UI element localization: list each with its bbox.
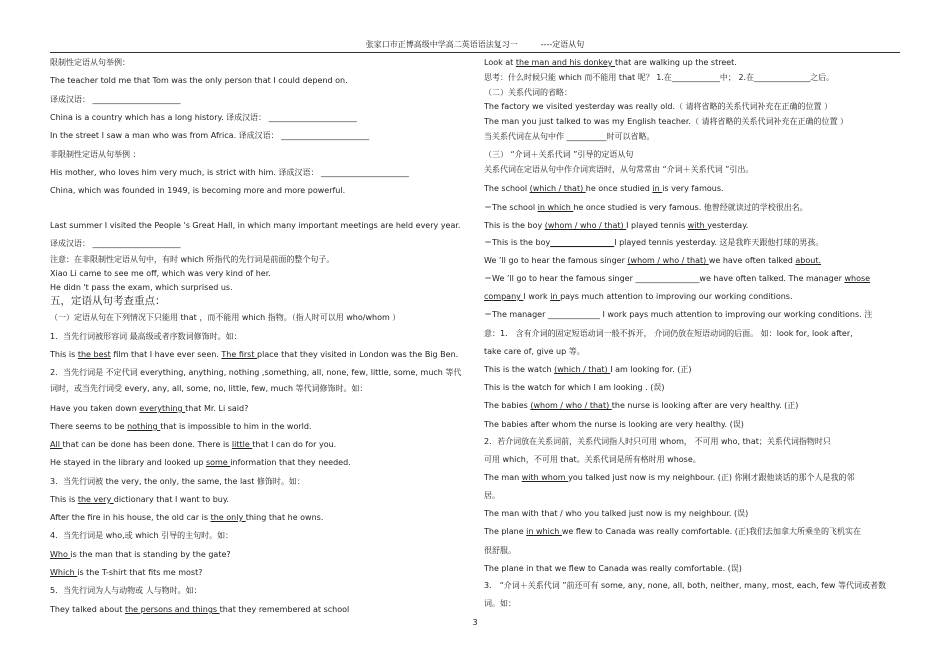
text-segment: I played tennis xyxy=(626,221,688,230)
underlined-text: (whom / who / that) xyxy=(530,401,612,410)
text-segment: The babies after whom the nurse is looking are very healthy. (误) xyxy=(484,420,744,429)
right-line xyxy=(484,131,914,142)
header-rule xyxy=(50,52,900,53)
text-segment: The man xyxy=(484,473,522,482)
page-number: 3 xyxy=(472,618,478,627)
text-segment: The plane in that we flew to Canada was really comfortable. (误) xyxy=(484,564,742,573)
underlined-text: (which / that) xyxy=(529,184,586,193)
left-line xyxy=(50,112,480,123)
underlined-text: the persons and things xyxy=(124,605,220,614)
right-line xyxy=(484,183,914,194)
right-line xyxy=(484,328,914,339)
left-line xyxy=(50,220,480,231)
text-segment: Have you taken down xyxy=(50,404,140,413)
text-segment: is the man that is standing by the gate? xyxy=(70,550,231,559)
right-line xyxy=(484,72,914,83)
text-segment: （一）定语从句在下列情况下只能用 that ，而不能用 which 指物。（指人时可以用 who/whom ） xyxy=(50,313,401,322)
right-line xyxy=(484,580,914,591)
right-line xyxy=(484,419,914,430)
left-line xyxy=(50,57,480,68)
underlined-text: (whom / who / that) xyxy=(544,221,627,230)
text-segment: 3． “介词＋关系代词 ”前还可有 some, any, none, all, both, neither, many, most, each, few 等代词或者数 xyxy=(484,581,886,590)
text-segment: （三） “介词＋关系代词 ”引导的定语从句 xyxy=(484,150,634,159)
text-segment: 可用 which，不可用 that。关系代词是所有格时用 whose。 xyxy=(484,455,701,464)
right-line xyxy=(484,309,914,320)
underlined-text: some xyxy=(205,458,231,467)
underlined-text: (which / that) xyxy=(554,365,611,374)
underlined-text: the best xyxy=(77,350,111,359)
text-segment: that can be done has been done. There is xyxy=(62,440,232,449)
underlined-text: in xyxy=(652,184,663,193)
text-segment: The man with that / who you talked just now is my neighbour. (误) xyxy=(484,509,749,518)
left-line xyxy=(50,585,480,596)
text-segment: 5．当先行词为人与动物或 人与物时。如： xyxy=(50,586,202,595)
right-line xyxy=(484,400,914,411)
underlined-text: (whom / who / that) xyxy=(627,256,709,265)
right-line xyxy=(484,598,914,609)
left-line xyxy=(50,512,480,523)
text-segment: 关系代词在定语从句中作介词宾语时，从句常常由 “介词＋关系代词 ”引出。 xyxy=(484,165,754,174)
underlined-text: company xyxy=(484,292,524,301)
text-segment: film that I have ever seen. xyxy=(110,350,222,359)
left-line xyxy=(50,149,480,160)
text-segment: Last summer I visited the People 's Great Hall, in which many important meetings are held every year. xyxy=(50,221,461,230)
left-line xyxy=(50,94,480,105)
right-line xyxy=(484,364,914,375)
left-line xyxy=(50,494,480,505)
text-segment: （二）关系代词的省略： xyxy=(484,88,572,97)
text-segment: In the street I saw a man who was from Africa. 译成汉语： ______________________ xyxy=(50,131,370,140)
text-segment: 当关系代词在从句中作 __________时可以省略。 xyxy=(484,132,655,141)
right-line xyxy=(484,382,914,393)
right-line xyxy=(484,164,914,175)
right-line xyxy=(484,237,914,248)
right-line xyxy=(484,526,914,537)
underlined-text: ________________ xyxy=(550,238,615,247)
text-segment: ＝This is the boy xyxy=(484,238,551,247)
left-line xyxy=(50,367,480,378)
left-line xyxy=(50,130,480,141)
left-line xyxy=(50,349,480,360)
right-line xyxy=(484,472,914,483)
text-segment: 译成汉语： ______________________ xyxy=(50,239,181,248)
text-segment: I work xyxy=(523,292,551,301)
underlined-text: little xyxy=(231,440,253,449)
text-segment: he once studied is very famous. 他曾经就读过的学校很出名。 xyxy=(573,203,808,212)
underlined-text: in xyxy=(550,292,561,301)
text-segment: They talked about xyxy=(50,605,125,614)
left-line xyxy=(50,167,480,178)
text-segment: The babies xyxy=(484,401,531,410)
underlined-text: Which xyxy=(50,568,78,577)
left-line xyxy=(50,421,480,432)
text-segment: take care of, give up 等。 xyxy=(484,347,585,356)
text-segment: ＝We ’ll go to hear the famous singer ________________we have often talked. The manager xyxy=(484,274,845,283)
underlined-text: in which xyxy=(526,527,562,536)
text-segment: that Mr. Li said? xyxy=(185,404,249,413)
underlined-text: the very xyxy=(77,495,114,504)
left-line xyxy=(50,383,480,394)
text-segment: information that they needed. xyxy=(230,458,351,467)
right-line xyxy=(484,563,914,574)
text-segment: that is impossible to him in the world. xyxy=(160,422,312,431)
left-line xyxy=(50,268,480,279)
left-line xyxy=(50,75,480,86)
right-line xyxy=(484,545,914,556)
page-header xyxy=(0,39,950,53)
underlined-text: in which xyxy=(537,203,574,212)
text-segment: I am looking for. (正) xyxy=(610,365,692,374)
text-segment: that I can do for you. xyxy=(252,440,337,449)
text-segment: The factory we visited yesterday was really old.（ 请将省略的关系代词补充在正确的位置 ） xyxy=(484,102,833,111)
right-line xyxy=(484,346,914,357)
text-segment: 译成汉语： ______________________ xyxy=(50,95,181,104)
text-segment: 词时，或当先行词受 every, any, all, some, no, little, few, much 等代词修饰时。如： xyxy=(50,384,368,393)
underlined-text: Who xyxy=(50,550,71,559)
text-segment: 2．若介词放在关系词前，关系代词指人时只可用 whom， 不可用 who, that；关系代词指物时只 xyxy=(484,437,831,446)
text-segment: pays much attention to improving our working conditions. xyxy=(560,292,793,301)
text-segment: China is a country which has a long history. 译成汉语： ______________________ xyxy=(50,113,357,122)
text-segment: The teacher told me that Tom was the only person that I could depend on. xyxy=(50,76,348,85)
text-segment: The school xyxy=(484,184,530,193)
text-segment: the nurse is looking after are very healthy. (正) xyxy=(611,401,799,410)
underlined-text: everything xyxy=(139,404,186,413)
text-segment: This is xyxy=(50,350,78,359)
left-line xyxy=(50,530,480,541)
text-segment: thing that he owns. xyxy=(245,513,324,522)
left-line xyxy=(50,439,480,450)
text-segment: Xiao Li came to see me off, which was very kind of her. xyxy=(50,269,271,278)
header-subtitle: ----定语从句 xyxy=(540,40,585,49)
left-line xyxy=(50,296,480,307)
text-segment: ＝The school xyxy=(484,203,538,212)
left-line xyxy=(50,238,480,249)
underlined-text: whose xyxy=(844,274,871,283)
underlined-text: the man and his donkey xyxy=(515,58,616,67)
text-segment: we flew to Canada was really comfortable. (正)我们去加拿大所乘坐的飞机实在 xyxy=(561,527,861,536)
text-segment: 词。如： xyxy=(484,599,516,608)
text-segment: His mother, who loves him very much, is strict with him. 译成汉语： ______________________ xyxy=(50,168,410,177)
underlined-text: The first xyxy=(221,350,258,359)
text-segment: 五，定语从句考查重点： xyxy=(50,295,166,307)
text-segment: Look at xyxy=(484,58,516,67)
left-line xyxy=(50,403,480,414)
left-line xyxy=(50,457,480,468)
underlined-text: with whom xyxy=(521,473,569,482)
text-segment: China, which was founded in 1949, is becoming more and more powerful. xyxy=(50,186,346,195)
text-segment: This is xyxy=(50,495,78,504)
text-segment: that they remembered at school xyxy=(219,605,350,614)
text-segment: 很舒服。 xyxy=(484,546,516,555)
underlined-text: the only xyxy=(210,513,246,522)
right-line xyxy=(484,57,914,68)
left-line xyxy=(50,254,480,265)
right-line xyxy=(484,101,914,112)
right-line xyxy=(484,255,914,266)
right-line xyxy=(484,273,914,284)
right-line xyxy=(484,87,914,98)
text-segment: 思考：什么时候只能 which 而不能用 that 呢？ 1.在____________中； 2.在______________之后。 xyxy=(484,73,835,82)
text-segment: 3．当先行词被 the very, the only, the same, the last 修饰时。如： xyxy=(50,477,305,486)
underlined-text: nothing xyxy=(127,422,161,431)
left-line xyxy=(50,476,480,487)
text-segment: he once studied xyxy=(585,184,653,193)
text-segment: is the T-shirt that fits me most? xyxy=(77,568,203,577)
text-segment: you talked just now is my neighbour. (正) 你刚才跟他谈话的那个人是我的邻 xyxy=(568,473,855,482)
left-line xyxy=(50,331,480,342)
text-segment: 居。 xyxy=(484,491,500,500)
text-segment: 注意：在非限制性定语从句中，有时 which 所指代的先行词是前面的整个句子。 xyxy=(50,255,335,264)
text-segment: The plane xyxy=(484,527,527,536)
text-segment: 意：1． 含有介词的固定短语动词一般不拆开， 介词仍放在短语动词的后面。 如：look for, look after, xyxy=(484,329,853,338)
text-segment: 1．当先行词被形容词 最高级或者序数词修饰时。如： xyxy=(50,332,242,341)
right-line xyxy=(484,454,914,465)
text-segment: dictionary that I want to buy. xyxy=(113,495,229,504)
text-segment: He didn 't pass the exam, which surprised us. xyxy=(50,283,233,292)
left-line xyxy=(50,549,480,560)
text-segment: that are walking up the street. xyxy=(615,58,737,67)
text-segment: we have often talked xyxy=(708,256,796,265)
right-line xyxy=(484,202,914,213)
underlined-text: with xyxy=(687,221,708,230)
right-line xyxy=(484,220,914,231)
text-segment: This is the watch xyxy=(484,365,555,374)
left-line xyxy=(50,604,480,615)
right-line xyxy=(484,116,914,127)
text-segment: We ’ll go to hear the famous singer xyxy=(484,256,628,265)
text-segment: I played tennis yesterday. 这是我昨天跟他打球的男孩。 xyxy=(614,238,824,247)
underlined-text: All xyxy=(50,440,63,449)
text-segment: He stayed in the library and looked up xyxy=(50,458,206,467)
text-segment: 2．当先行词是 不定代词 everything, anything, nothing ,something, all, none, few, little, some, much 等代 xyxy=(50,368,462,377)
text-segment: After the fire in his house, the old car is xyxy=(50,513,211,522)
header-title: 张家口市正博高级中学高二英语语法复习一 xyxy=(365,40,518,49)
underlined-text: about. xyxy=(795,256,822,265)
right-line xyxy=(484,436,914,447)
text-segment: The man you just talked to was my English teacher.（ 请将省略的关系代词补充在正确的位置 ） xyxy=(484,117,849,126)
text-segment: 非限制性定语从句举例 ： xyxy=(50,150,141,159)
text-segment: This is the watch for which I am looking . (误) xyxy=(484,383,665,392)
text-segment: is very famous. xyxy=(662,184,724,193)
text-segment: 限制性定语从句举例： xyxy=(50,58,130,67)
left-line xyxy=(50,185,480,196)
text-segment: 4．当先行词是 who,或 which 引导的主句时。如： xyxy=(50,531,234,540)
right-line xyxy=(484,490,914,501)
left-line xyxy=(50,312,480,323)
left-line xyxy=(50,282,480,293)
right-line xyxy=(484,149,914,160)
text-segment: This is the boy xyxy=(484,221,545,230)
right-line xyxy=(484,291,914,302)
text-segment: ＝The manager _____________ I work pays much attention to improving our working conditions. 注 xyxy=(484,310,873,319)
right-line xyxy=(484,508,914,519)
text-segment: There seems to be xyxy=(50,422,128,431)
text-segment: place that they visited in London was the Big Ben. xyxy=(257,350,459,359)
text-segment: yesterday. xyxy=(707,221,749,230)
left-line xyxy=(50,567,480,578)
